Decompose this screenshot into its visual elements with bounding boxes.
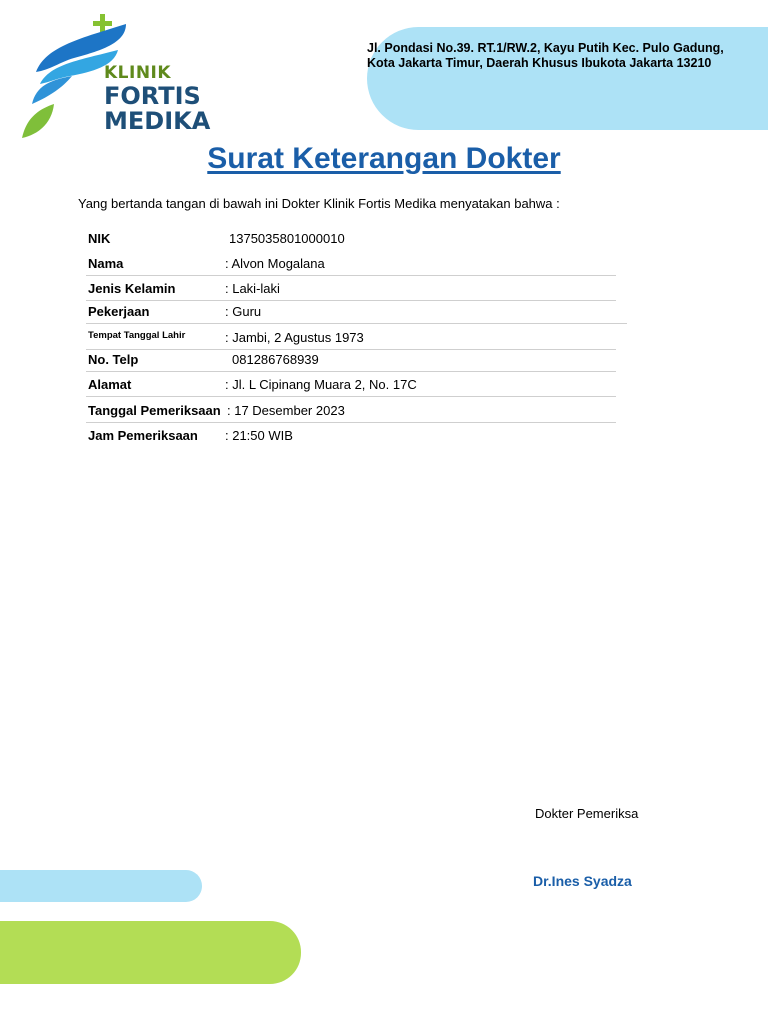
footer-band-blue: [0, 870, 202, 902]
field-row-alamat: [86, 373, 616, 397]
logo-wordmark: [104, 62, 210, 134]
intro-text: Yang bertanda tangan di bawah ini Dokter Klinik Fortis Medika menyatakan bahwa :: [78, 196, 560, 211]
footer-band-green: [0, 921, 301, 984]
field-value: : Laki-laki: [225, 281, 280, 296]
field-label: Jenis Kelamin: [88, 281, 176, 296]
field-row-jenis-kelamin: [86, 277, 616, 301]
document-title: Surat Keterangan Dokter: [207, 142, 561, 175]
field-label: Jam Pemeriksaan: [88, 428, 198, 443]
signature-role: Dokter Pemeriksa: [535, 806, 639, 821]
field-label: Tanggal Pemeriksaan: [88, 403, 221, 418]
field-label: Pekerjaan: [88, 304, 150, 319]
field-label: Nama: [88, 256, 124, 271]
field-label: NIK: [88, 231, 111, 246]
clinic-logo: [20, 12, 230, 142]
field-row-pekerjaan: [86, 300, 627, 324]
clinic-address: [367, 41, 757, 71]
field-value: : Jambi, 2 Agustus 1973: [225, 330, 364, 345]
field-label: No. Telp: [88, 352, 139, 367]
field-row-tempat-tanggal-lahir: [86, 326, 616, 350]
address-line-1: Jl. Pondasi No.39. RT.1/RW.2, Kayu Putih Kec. Pulo Gadung,: [367, 41, 724, 55]
logo-word-klinik: KLINIK: [104, 63, 172, 83]
field-value: : 17 Desember 2023: [227, 403, 345, 418]
field-label: Alamat: [88, 377, 132, 392]
field-value: : Alvon Mogalana: [225, 256, 325, 271]
logo-word-fortis: FORTIS: [104, 82, 201, 110]
field-row-tanggal-pemeriksaan: [86, 399, 616, 423]
field-row-jam-pemeriksaan: [86, 424, 616, 447]
field-value: 081286768939: [232, 352, 319, 367]
field-label: Tempat Tanggal Lahir: [88, 330, 186, 341]
logo-word-medika: MEDIKA: [104, 107, 211, 135]
field-row-no-telp: [86, 348, 616, 372]
field-value: : 21:50 WIB: [225, 428, 293, 443]
field-value: 1375035801000010: [229, 231, 345, 246]
signature-name: Dr.Ines Syadza: [533, 873, 632, 889]
field-value: : Guru: [225, 304, 262, 319]
address-line-2: Kota Jakarta Timur, Daerah Khusus Ibukota Jakarta 13210: [367, 56, 712, 70]
field-value: : Jl. L Cipinang Muara 2, No. 17C: [225, 377, 417, 392]
field-row-nama: [86, 252, 616, 276]
field-row-nik: [86, 227, 616, 250]
